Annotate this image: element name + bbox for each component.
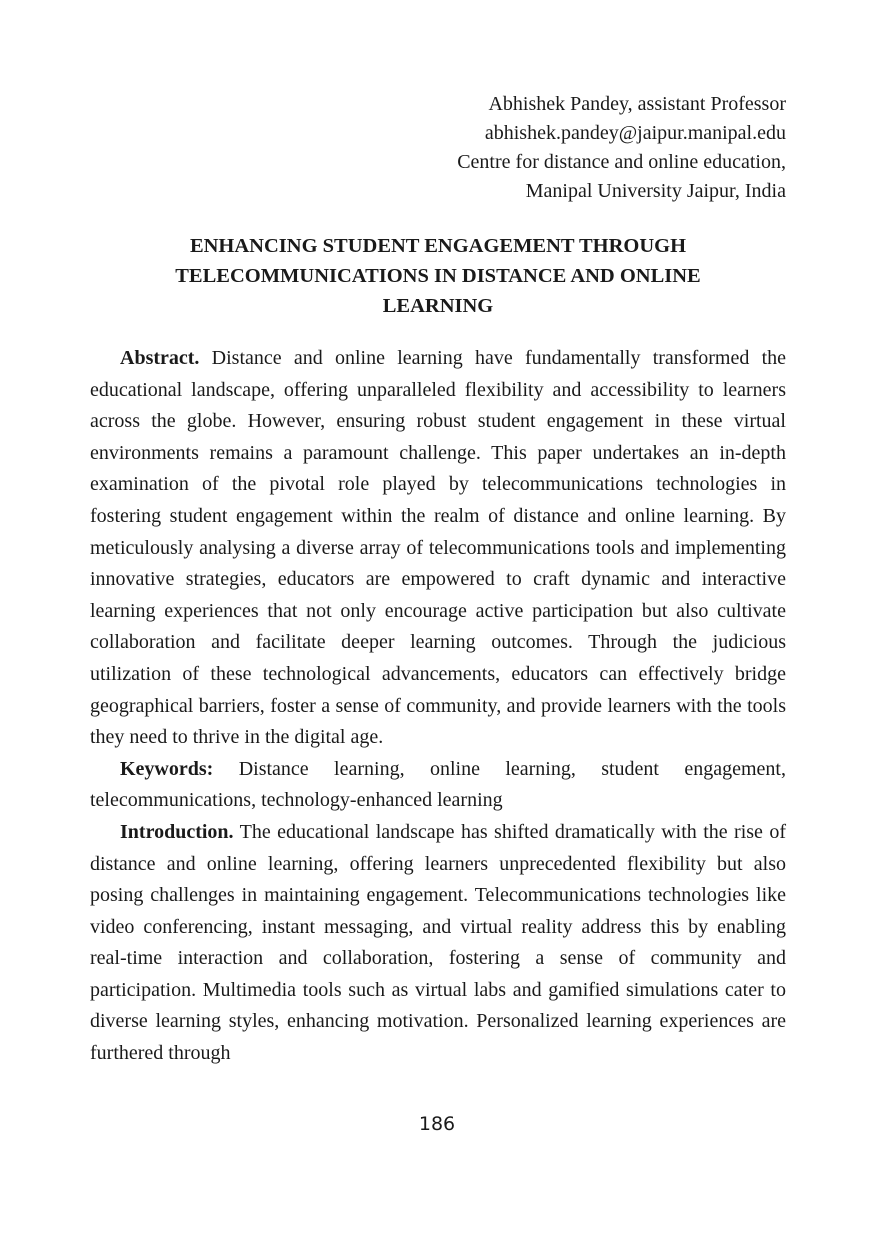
paper-title-line2: TELECOMMUNICATIONS IN DISTANCE AND ONLINE [175, 265, 701, 287]
paper-title-line3: LEARNING [382, 295, 494, 317]
author-affiliation-line1: Centre for distance and online education, [457, 151, 786, 173]
introduction-text: The educational landscape has shifted dramatically with the rise of distance and online learning, offering learners unprecedented flexibility but also posing challenges in maintaining engagement. Telecommunications technologies like video conferencing, instant messaging, and virtual reality address this by enabling real-time interaction and collaboration, fostering a sense of community and participation. Multimedia tools such as virtual labs and gamified simulations cater to diverse learning styles, enhancing motivation. Personalized learning experiences are furthered through [90, 820, 786, 1065]
introduction-label: Introduction. [120, 820, 234, 843]
paper-title [90, 231, 786, 321]
author-email: abhishek.pandey@jaipur.manipal.edu [484, 122, 786, 144]
abstract-text: Distance and online learning have fundamentally transformed the educational landscape, offering unparalleled flexibility and accessibility to learners across the globe. However, ensuring robust student engagement in these virtual environments remains a paramount challenge. This paper undertakes an in-depth examination of the pivotal role played by telecommunications technologies in fostering student engagement within the realm of distance and online learning. By meticulously analysing a diverse array of telecommunications tools and implementing innovative strategies, educators are empowered to craft dynamic and interactive learning experiences that not only encourage active participation but also cultivate collaboration and facilitate deeper learning outcomes. Through the judicious utilization of these technological advancements, educators can effectively bridge geographical barriers, foster a sense of community, and provide learners with the tools they need to thrive in the digital age. [90, 347, 786, 749]
abstract-paragraph [90, 343, 786, 754]
body-text [90, 343, 786, 1070]
keywords-text: Distance learning, online learning, student engagement, telecommunications, technology-enhanced learning [90, 757, 786, 812]
author-name: Abhishek Pandey, assistant Professor [488, 93, 786, 115]
author-block [186, 90, 786, 206]
abstract-label: Abstract. [120, 347, 200, 369]
page-number: 186 [418, 1113, 456, 1135]
introduction-paragraph [90, 817, 786, 1070]
paper-title-line1: ENHANCING STUDENT ENGAGEMENT THROUGH [189, 235, 687, 257]
author-affiliation-line2: Manipal University Jaipur, India [525, 180, 786, 202]
keywords-paragraph [90, 754, 786, 817]
keywords-label: Keywords: [120, 757, 214, 780]
